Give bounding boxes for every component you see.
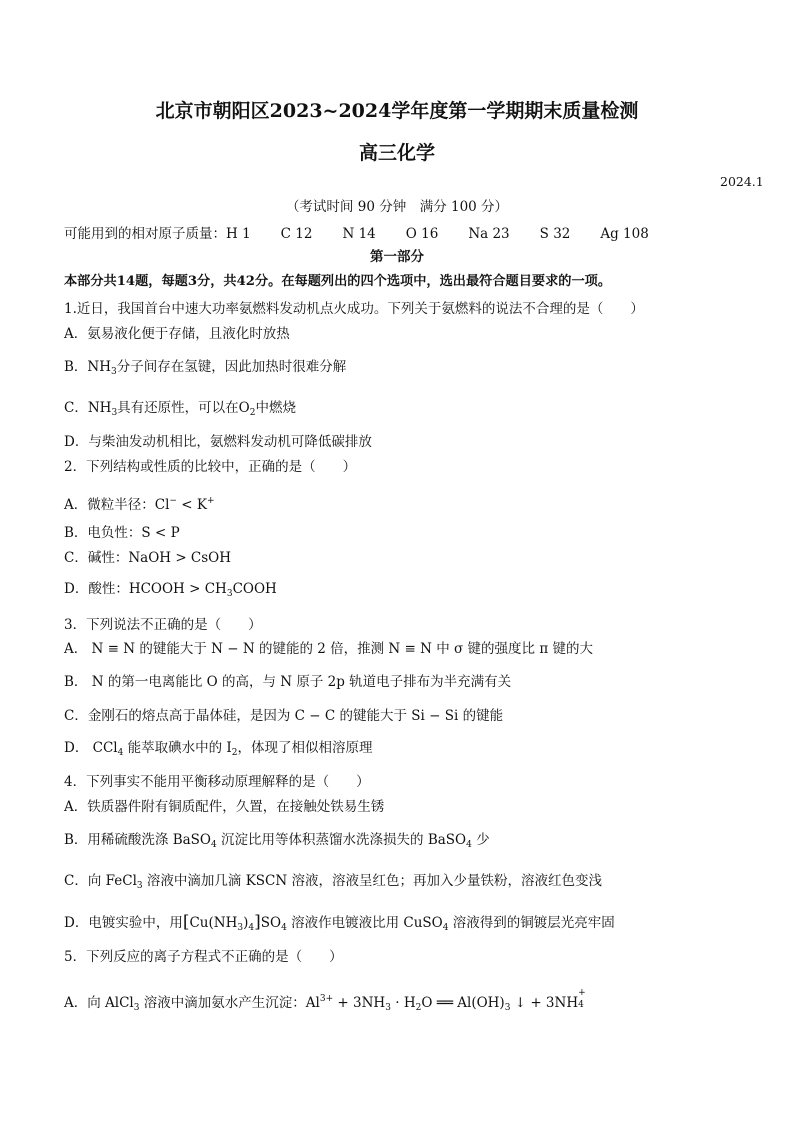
q3-option-a: A． N ≡ N 的键能大于 N − N 的键能的 2 倍，推测 N ≡ N 中 σ 键的强度比 π 键的大	[64, 641, 593, 657]
q1-option-c: C．$NH_3$具有还原性，可以在$O_2$中燃烧	[64, 400, 296, 418]
section-title: 第一部分	[370, 249, 424, 265]
q4-option-c: C．向 FeCl$_3$ 溶液中滴加几滴 KSCN 溶液，溶液呈红色；再加入少量铁粉，溶液红色变浅	[64, 873, 602, 891]
q1-option-b: B．$NH_3$分子间存在氢键，因此加热时很难分解	[64, 359, 347, 377]
q4-option-b: B．用稀硫酸洗涤 BaSO$_4$ 沉淀比用等体积蒸馏水洗涤损失的 BaSO$_4$ 少	[64, 832, 490, 850]
atomic-mass-label: 可能用到的相对原子质量：	[64, 226, 226, 242]
q2-option-a: A．微粒半径：Cl− < K+	[64, 496, 215, 513]
q2-option-d: D．酸性：HCOOH > $CH_3COOH$	[64, 581, 277, 599]
atomic-mass-c: C 12	[280, 226, 313, 242]
q1-option-a: A．氨易液化便于存储，且液化时放热	[64, 326, 290, 342]
exam-date: 2024.1	[720, 174, 764, 189]
atomic-mass-o: O 16	[405, 226, 439, 242]
q4-option-a: A．铁质器件附有铜质配件，久置，在接触处铁易生锈	[64, 799, 385, 815]
q5-stem: 5．下列反应的离子方程式不正确的是（ ）	[64, 949, 343, 965]
q5-option-a: A．向 AlCl$_3$ 溶液中滴加氨水产生沉淀：$Al^{3+} + 3NH_3 \cdot H_2O$ ══ $Al(OH)_3$ ↓ + 3NH + 4	[64, 988, 586, 1013]
atomic-mass-ag: Ag 108	[600, 226, 649, 242]
atomic-mass-h: H 1	[226, 226, 251, 242]
exam-title: 北京市朝阳区2023~2024学年度第一学期期末质量检测	[155, 100, 639, 122]
q4-option-d: D．电镀实验中，用$[Cu(NH_3)_4]SO_4$ 溶液作电镀液比用 CuSO$_4$ 溶液得到的铜镀层光亮牢固	[64, 912, 615, 933]
atomic-mass-s: S 32	[539, 226, 571, 242]
q2-stem: 2．下列结构或性质的比较中，正确的是（ ）	[64, 459, 357, 475]
atomic-mass-na: Na 23	[468, 226, 510, 242]
q1-stem: 1.近日，我国首台中速大功率氨燃料发动机点火成功。下列关于氨燃料的说法不合理的是（ ）	[64, 301, 644, 317]
subject-title: 高三化学	[358, 142, 435, 164]
exam-info: （考试时间 90 分钟 满分 100 分）	[285, 199, 509, 215]
q2-option-b: B．电负性：S < P	[64, 525, 180, 541]
q2-option-c: C．碱性：NaOH > CsOH	[64, 550, 232, 566]
section-instructions: 本部分共14题，每题3分，共42分。在每题列出的四个选项中，选出最符合题目要求的一项。	[64, 274, 612, 289]
q3-option-c: C．金刚石的熔点高于晶体硅，是因为 C − C 的键能大于 Si − Si 的键能	[64, 708, 504, 724]
q1-option-d: D．与柴油发动机相比，氨燃料发动机可降低碳排放	[64, 434, 372, 450]
atomic-mass-n: N 14	[342, 226, 376, 242]
q4-stem: 4．下列事实不能用平衡移动原理解释的是（ ）	[64, 774, 370, 790]
q3-option-b: B． N 的第一电离能比 O 的高，与 N 原子 2p 轨道电子排布为半充满有关	[64, 674, 512, 690]
q3-stem: 3．下列说法不正确的是（ ）	[64, 617, 262, 633]
atomic-mass-line	[64, 225, 649, 243]
q3-option-d: D． CCl$_4$ 能萃取碘水中的 $I_2$，体现了相似相溶原理	[64, 740, 373, 758]
